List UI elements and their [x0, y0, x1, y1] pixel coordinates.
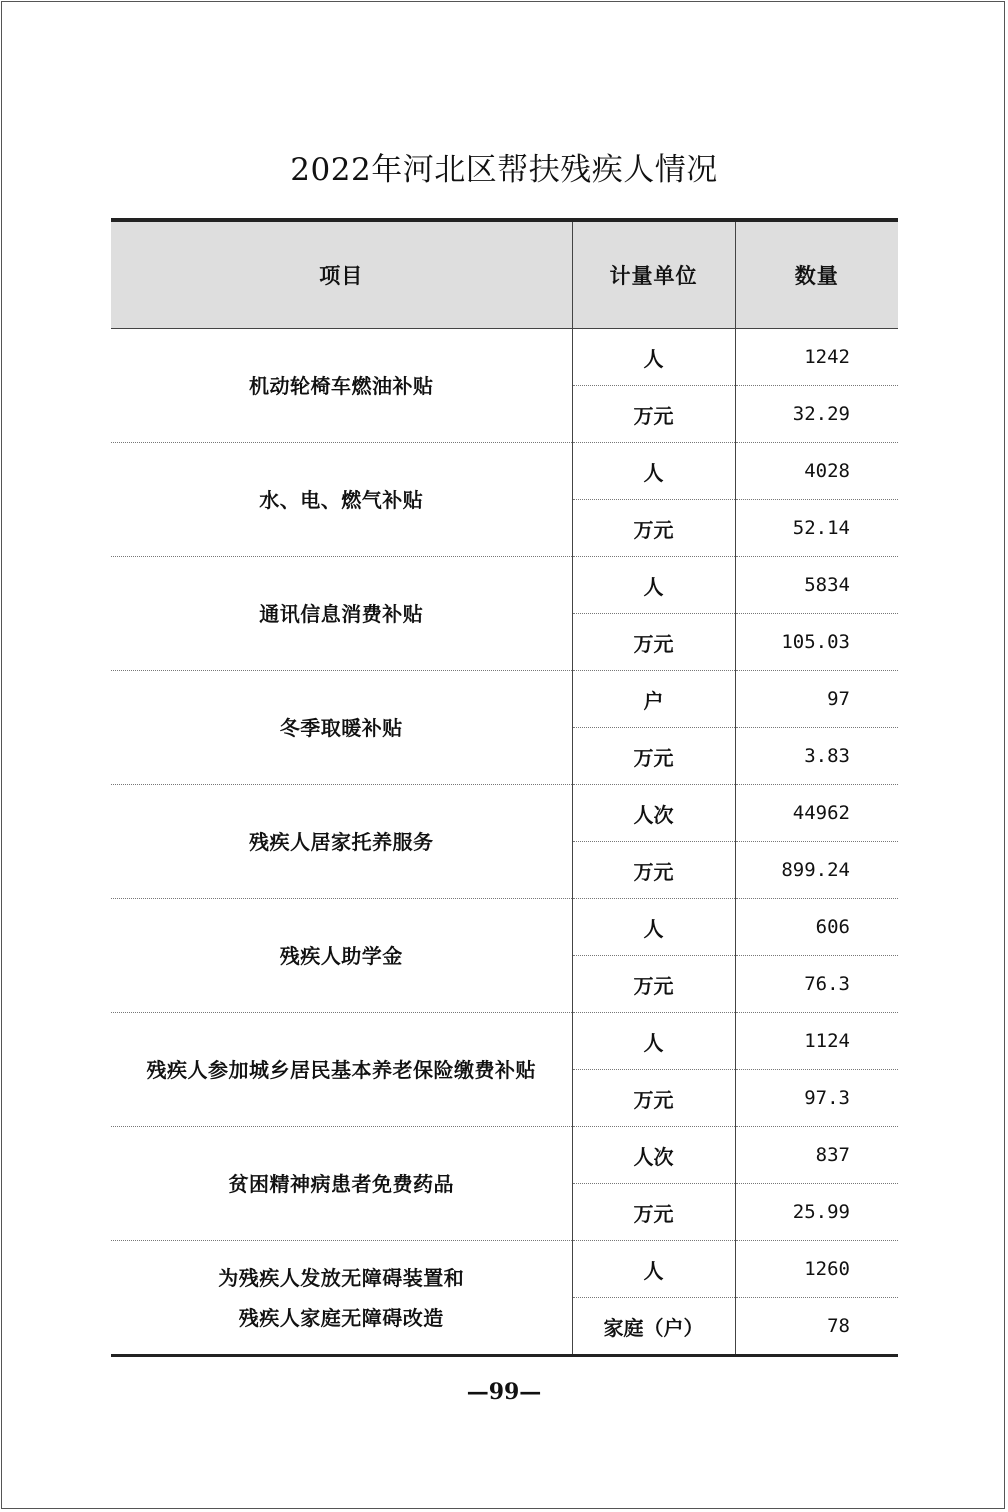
unit-cell: 万元	[572, 614, 735, 671]
unit-cell: 万元	[572, 956, 735, 1013]
table-row	[111, 557, 898, 614]
item-label: 贫困精神病患者免费药品	[228, 1171, 454, 1196]
unit-cell: 万元	[572, 500, 735, 557]
table-row	[111, 1127, 898, 1184]
quantity-cell: 25.99	[735, 1184, 898, 1241]
quantity-cell: 105.03	[735, 614, 898, 671]
table-row	[111, 329, 898, 386]
unit-cell: 人次	[572, 1127, 735, 1184]
quantity-cell: 32.29	[735, 386, 898, 443]
table-header-row	[111, 220, 898, 329]
header-item: 项目	[111, 220, 572, 329]
quantity-cell: 52.14	[735, 500, 898, 557]
unit-cell: 万元	[572, 728, 735, 785]
page-number: —99—	[466, 1379, 542, 1405]
unit-cell: 万元	[572, 1184, 735, 1241]
table-row	[111, 785, 898, 842]
item-label: 残疾人家庭无障碍改造	[238, 1305, 444, 1330]
unit-cell: 人	[572, 329, 735, 386]
quantity-cell: 1260	[735, 1241, 898, 1298]
unit-cell: 人	[572, 1013, 735, 1070]
document-title: 2022年河北区帮扶残疾人情况	[290, 152, 718, 188]
quantity-cell: 837	[735, 1127, 898, 1184]
item-label: 机动轮椅车燃油补贴	[249, 373, 434, 398]
quantity-cell: 1124	[735, 1013, 898, 1070]
disability-support-table	[111, 218, 898, 1357]
item-cell	[111, 899, 572, 1013]
table-body	[111, 329, 898, 1356]
item-cell	[111, 1013, 572, 1127]
unit-cell: 人次	[572, 785, 735, 842]
item-cell	[111, 785, 572, 899]
item-cell	[111, 329, 572, 443]
unit-cell: 万元	[572, 386, 735, 443]
unit-cell: 万元	[572, 1070, 735, 1127]
table-row	[111, 671, 898, 728]
item-label: 残疾人居家托养服务	[249, 829, 434, 854]
quantity-cell: 3.83	[735, 728, 898, 785]
table-row	[111, 1241, 898, 1298]
unit-cell: 人	[572, 899, 735, 956]
quantity-cell: 1242	[735, 329, 898, 386]
quantity-cell: 97	[735, 671, 898, 728]
item-cell	[111, 671, 572, 785]
quantity-cell: 606	[735, 899, 898, 956]
quantity-cell: 76.3	[735, 956, 898, 1013]
item-label: 残疾人助学金	[279, 943, 403, 968]
unit-cell: 人	[572, 1241, 735, 1298]
quantity-cell: 78	[735, 1298, 898, 1356]
unit-cell: 家庭（户）	[572, 1298, 735, 1356]
unit-cell: 万元	[572, 842, 735, 899]
table-row	[111, 443, 898, 500]
unit-cell: 人	[572, 443, 735, 500]
item-label: 通讯信息消费补贴	[259, 601, 424, 626]
table-row	[111, 899, 898, 956]
quantity-cell: 44962	[735, 785, 898, 842]
item-cell	[111, 557, 572, 671]
item-label: 水、电、燃气补贴	[259, 487, 424, 512]
item-cell	[111, 1241, 572, 1356]
item-label: 冬季取暖补贴	[279, 715, 403, 740]
quantity-cell: 5834	[735, 557, 898, 614]
unit-cell: 人	[572, 557, 735, 614]
quantity-cell: 97.3	[735, 1070, 898, 1127]
table-row	[111, 1013, 898, 1070]
item-label: 残疾人参加城乡居民基本养老保险缴费补贴	[146, 1057, 536, 1082]
header-unit: 计量单位	[572, 220, 735, 329]
unit-cell: 户	[572, 671, 735, 728]
item-label: 为残疾人发放无障碍装置和	[218, 1265, 465, 1290]
item-cell	[111, 443, 572, 557]
quantity-cell: 4028	[735, 443, 898, 500]
item-cell	[111, 1127, 572, 1241]
header-quantity: 数量	[735, 220, 898, 329]
quantity-cell: 899.24	[735, 842, 898, 899]
